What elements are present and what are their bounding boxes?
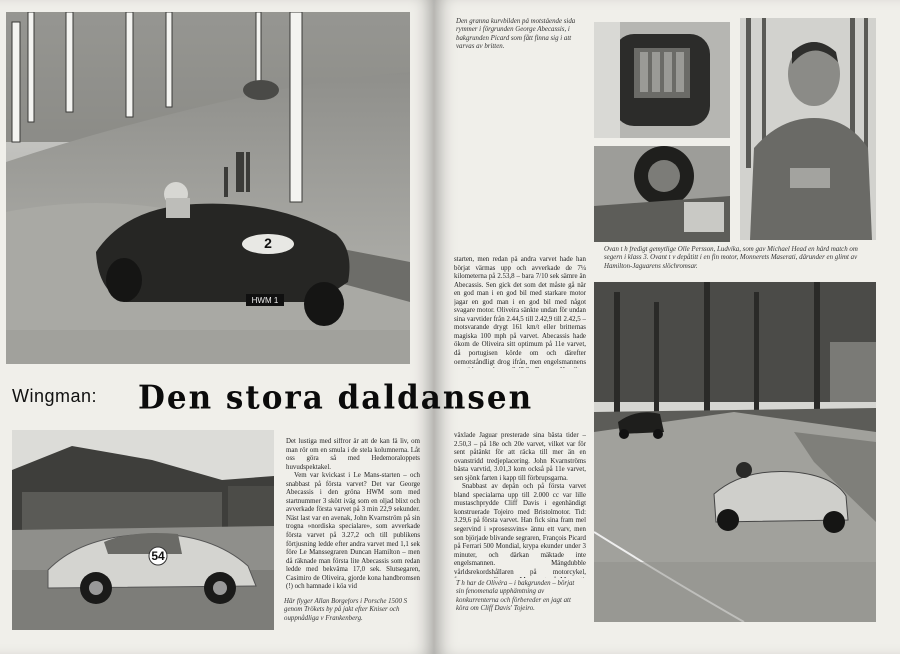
olivera-caption: T h har de Olivéra – i bakgrunden – börjat sin fenomenala upphämtning av konkurrenterna och förbereder en jagt att köra om Cliff Davis' Tojeiro.	[456, 580, 575, 613]
car-number: 2	[264, 235, 272, 251]
wheel-brake-photo	[594, 146, 730, 242]
license-plate: HWM 1	[251, 296, 279, 305]
article-headline: Den stora daldansen	[138, 379, 534, 417]
paragraph: Det lustiga med siffror är att de kan få liv, om man rör om en smula i de stela kolumnerna. Låt oss göra så med Hedemoraloppets huvudspektakel.	[286, 438, 420, 471]
paragraph: starten, men redan på andra varvet hade han börjat värmas upp och avverkade de 7¼ kilometerna på 2.53,8 – bara 7/10 sek sämre än Abecassis. Sen gick det som det måste gå när en god man i en god bil med starkare motor jagar en god man i en god bil med något svagare motor. Oliveira sänkte undan för undan sina varvtider från 2.44,5 till 2.42,9 till 2.42,5 – motsvarande drygt 161 km/t eller britternas magiska 100 mph på varvet. Abecassis hade ökom de Oliveira sitt optimum på 11e varvet, då portugisen körde om och därefter oemotståndligt drog ifrån, men engelsmannens	[454, 256, 586, 366]
article-column-left	[286, 438, 420, 594]
right-page	[434, 0, 900, 654]
portrait-photo	[740, 18, 876, 240]
race-car-photo	[6, 12, 410, 364]
intro-caption: Den granna kurvbilden på motstående sida rymmer i förgrunden George Abecassis, i bakgrunden Picard som fått finna sig i att varvas av britten.	[456, 18, 576, 51]
porsche-caption: Här flyger Allan Borgefors i Porsche 1500 S genom Trökets by på jakt efter Kniser och ouppnådliga v Frankenberg.	[284, 598, 408, 622]
road-race-photo	[594, 282, 876, 622]
paragraph: växlade Jaguar presterade sina bästa tider – 2.50,3 – på 18e och 20e varvet, vilket var för sent påtänkt för att räcka till mer än en ovanstridd tredjeplacering. John Kvarnströms bästa varvtid, 3.01,3 kom också på 11e varvet, sen sjönk farten i kapp till förbrupsgarna.	[454, 432, 586, 482]
porsche-number: 54	[151, 549, 165, 563]
paragraph: Snabbast av depån och på första varvet bland specialarna upp till 2.000 cc var lille mustaschprydde Cliff Davis i egenhändigt konstruerade Tojeiro med Bristolmotor. Tid: 3.29,6 på första varvet. Han fick sina fram mel segervind i »prosessvins» ännu ett varv, men son björjade blivande segraren, François Picard på Ferrari 500 Mondial, krypa ekunder under 3 minuter, och därkan mäktade inte engelsmannen. Mängdubble vårldsrekordshållaren på motorcykel,	[454, 483, 586, 576]
headline-kicker: Wingman:	[12, 386, 98, 406]
paragraph: Vem var kvickast i Le Mans-starten – och snabbast på första varvet? Det var George Abecassis i den gröna HWM som med startnummer 3 skött iväg som en oljad blixt och avverkade första varvet på 3 min 22,9 sekunder. Näst last var en avenak, John Kvarnström på sin trogna »nordiska specialare», som avverkade första varvet på 3.27,2 och till publikens förtjusning ledde efter andra varvet med 1,1 sek före Le Manssegraren Duncan Hamilton – men då räknade man första lite Abecassis som redan ledde med bekväma 17,0 sek. Slutsegaren, Casimiro de Oliveira, gjorde kona handbromsen (!) och hamnade i köa vid	[286, 472, 420, 591]
article-column-mid-top	[454, 256, 586, 368]
portrait-caption: Ovan t h fredigt gemytlige Olle Persson, Ludvika, som gav Michael Head en hård match om segern i klass 3. Ovant t v depåtitt i en fin motor, Monnerets Maserati, därunder en glimt av Hamilton-Jaguarens slöchromsar.	[604, 246, 858, 270]
left-page	[0, 0, 434, 654]
article-column-mid-bottom	[454, 432, 586, 578]
engine-photo	[594, 22, 730, 138]
porsche-photo	[12, 430, 274, 630]
